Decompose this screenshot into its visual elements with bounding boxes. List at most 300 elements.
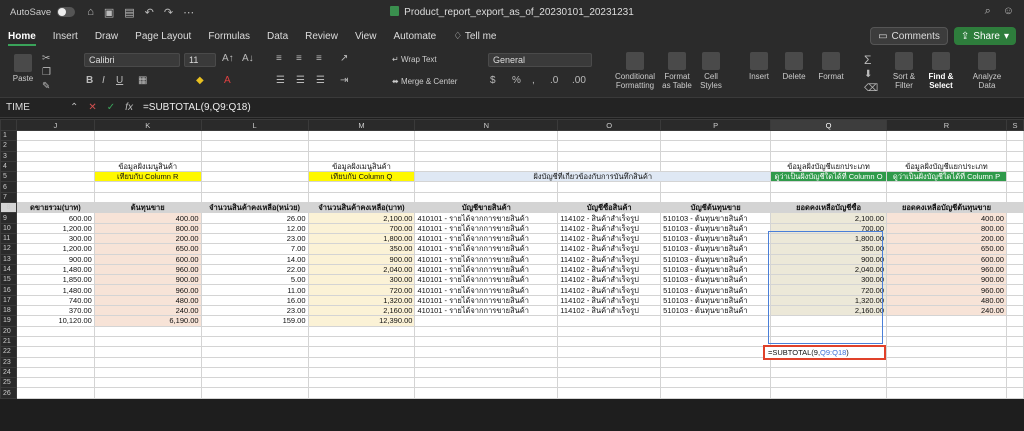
share-button[interactable] [954,27,1016,45]
cell-m6[interactable] [308,182,415,192]
header-o[interactable]: บัญชีซื้อสินค้า [558,203,661,213]
row-header-11[interactable]: 11 [1,233,17,243]
save-as-icon[interactable]: ▤ [124,6,135,19]
cell-n26[interactable] [415,388,558,398]
autosum-icon[interactable]: Σ [864,53,872,67]
cell-q13[interactable]: 900.00 [771,254,887,264]
cell-l6[interactable] [201,182,308,192]
cell-l22[interactable] [201,347,308,357]
cell-r19[interactable] [887,316,1007,326]
cell-k4[interactable]: ข้อมูลฝั่งเมนูสินค้า [94,161,201,171]
undo-icon[interactable]: ↶ [144,6,154,19]
cell-q2[interactable] [771,141,887,151]
align-left-icon[interactable]: ☰ [276,75,285,86]
cell-p9[interactable]: 510103 - ต้นทุนขายสินค้า [661,213,771,223]
cell-q14[interactable]: 2,040.00 [771,264,887,274]
cell-p11[interactable]: 510103 - ต้นทุนขายสินค้า [661,233,771,243]
row-header-12[interactable]: 12 [1,244,17,254]
cell-m2[interactable] [308,141,415,151]
header-n[interactable]: บัญชีขายสินค้า [415,203,558,213]
cell-p23[interactable] [661,357,771,367]
cell-l25[interactable] [201,378,308,388]
cell-k25[interactable] [94,378,201,388]
cell-p20[interactable] [661,326,771,336]
cell-p1[interactable] [661,131,771,141]
cell-l20[interactable] [201,326,308,336]
cell-r7[interactable] [887,192,1007,202]
cell-q24[interactable] [771,367,887,377]
cell-styles-button[interactable] [697,52,725,90]
cell-m24[interactable] [308,367,415,377]
cell-n17[interactable]: 410101 - รายได้จากการขายสินค้า [415,295,558,305]
cell-m1[interactable] [308,131,415,141]
column-header-o[interactable]: O [558,120,661,131]
cell-j21[interactable] [16,336,94,346]
cell-k1[interactable] [94,131,201,141]
paste-button[interactable] [10,54,36,83]
cell-q15[interactable]: 300.00 [771,275,887,285]
row-header-18[interactable]: 18 [1,306,17,316]
cell-j4[interactable] [16,161,94,171]
borders-icon[interactable]: ▦ [138,75,148,86]
header-p[interactable]: บัญชีต้นทุนขาย [661,203,771,213]
cell-o22[interactable] [558,347,661,357]
cell-o24[interactable] [558,367,661,377]
cell-l7[interactable] [201,192,308,202]
header-q[interactable]: ยอดคงเหลือบัญชีซื้อ [771,203,887,213]
spreadsheet-grid[interactable] [0,119,1024,431]
orientation-icon[interactable]: ↗ [340,53,349,64]
cell-o15[interactable]: 114102 - สินค้าสำเร็จรูป [558,275,661,285]
tab-data[interactable]: Data [267,30,289,42]
cell-k24[interactable] [94,367,201,377]
cell-o3[interactable] [558,151,661,161]
cell-s22[interactable] [1006,347,1023,357]
row-header-24[interactable]: 24 [1,367,17,377]
row-header-6[interactable]: 6 [1,182,17,192]
cell-k5[interactable]: เทียบกับ Column R [94,172,201,182]
more-icon[interactable]: ⋯ [183,6,195,19]
cell-j12[interactable]: 1,200.00 [16,244,94,254]
indent-icon[interactable]: ⇥ [340,75,349,86]
cell-s6[interactable] [1006,182,1023,192]
cell-l14[interactable]: 22.00 [201,264,308,274]
cell-r6[interactable] [887,182,1007,192]
cell-q20[interactable] [771,326,887,336]
cell-q3[interactable] [771,151,887,161]
cell-r3[interactable] [887,151,1007,161]
cell-o7[interactable] [558,192,661,202]
cell-l15[interactable]: 5.00 [201,275,308,285]
cell-n11[interactable]: 410101 - รายได้จากการขายสินค้า [415,233,558,243]
tab-review[interactable]: Review [305,30,338,42]
row-header-7[interactable]: 7 [1,192,17,202]
column-header-p[interactable]: P [661,120,771,131]
cell-s8[interactable] [1006,203,1023,213]
cell-r26[interactable] [887,388,1007,398]
cell-m16[interactable]: 720.00 [308,285,415,295]
cell-n21[interactable] [415,336,558,346]
cell-j6[interactable] [16,182,94,192]
row-header-13[interactable]: 13 [1,254,17,264]
cell-j24[interactable] [16,367,94,377]
cell-k20[interactable] [94,326,201,336]
align-right-icon[interactable]: ☰ [316,75,325,86]
header-r[interactable]: ยอดคงเหลือบัญชีต้นทุนขาย [887,203,1007,213]
cell-n7[interactable] [415,192,558,202]
tab-automate[interactable]: Automate [393,30,437,42]
cell-o25[interactable] [558,378,661,388]
cell-s15[interactable] [1006,275,1023,285]
column-header-m[interactable]: M [308,120,415,131]
find-select-button[interactable] [924,52,958,90]
cell-n6[interactable] [415,182,558,192]
cell-q26[interactable] [771,388,887,398]
cell-n16[interactable]: 410101 - รายได้จากการขายสินค้า [415,285,558,295]
cell-m4[interactable]: ข้อมูลฝั่งเมนูสินค้า [308,161,415,171]
row-header-23[interactable]: 23 [1,357,17,367]
cell-p6[interactable] [661,182,771,192]
cell-p4[interactable] [661,161,771,171]
row-header-25[interactable]: 25 [1,378,17,388]
cell-o6[interactable] [558,182,661,192]
cell-r9[interactable]: 400.00 [887,213,1007,223]
cell-l24[interactable] [201,367,308,377]
underline-icon[interactable]: U [116,75,124,86]
format-as-table-button[interactable] [660,52,694,90]
cell-s2[interactable] [1006,141,1023,151]
row-header-15[interactable]: 15 [1,275,17,285]
cell-o18[interactable]: 114102 - สินค้าสำเร็จรูป [558,306,661,316]
cell-o11[interactable]: 114102 - สินค้าสำเร็จรูป [558,233,661,243]
row-header-1[interactable]: 1 [1,131,17,141]
row-header-4[interactable]: 4 [1,161,17,171]
accounting-icon[interactable]: $ [490,75,496,86]
cell-p21[interactable] [661,336,771,346]
cell-n25[interactable] [415,378,558,388]
cell-p7[interactable] [661,192,771,202]
cell-n15[interactable]: 410101 - รายได้จากการขายสินค้า [415,275,558,285]
clear-icon[interactable]: ⌫ [864,83,879,94]
cell-l18[interactable]: 23.00 [201,306,308,316]
cell-o13[interactable]: 114102 - สินค้าสำเร็จรูป [558,254,661,264]
cell-j17[interactable]: 740.00 [16,295,94,305]
cell-k15[interactable]: 900.00 [94,275,201,285]
cell-m9[interactable]: 2,100.00 [308,213,415,223]
cell-m23[interactable] [308,357,415,367]
cell-j25[interactable] [16,378,94,388]
cell-o26[interactable] [558,388,661,398]
cell-n19[interactable] [415,316,558,326]
cell-s4[interactable] [1006,161,1023,171]
font-name-select[interactable]: Calibri [84,53,180,67]
cell-r18[interactable]: 240.00 [887,306,1007,316]
cell-k14[interactable]: 960.00 [94,264,201,274]
increase-decimal-icon[interactable]: .0 [550,75,559,86]
cell-n4[interactable] [415,161,558,171]
cell-l26[interactable] [201,388,308,398]
comma-icon[interactable]: , [532,75,535,86]
row-header-19[interactable]: 19 [1,316,17,326]
cell-s9[interactable] [1006,213,1023,223]
cell-j10[interactable]: 1,200.00 [16,223,94,233]
cell-j18[interactable]: 370.00 [16,306,94,316]
increase-font-icon[interactable]: A↑ [222,53,234,64]
cell-r23[interactable] [887,357,1007,367]
cell-p22[interactable] [661,347,771,357]
cell-m10[interactable]: 700.00 [308,223,415,233]
cell-k26[interactable] [94,388,201,398]
cell-m13[interactable]: 900.00 [308,254,415,264]
cell-p10[interactable]: 510103 - ต้นทุนขายสินค้า [661,223,771,233]
cell-n3[interactable] [415,151,558,161]
cell-o17[interactable]: 114102 - สินค้าสำเร็จรูป [558,295,661,305]
cell-q16[interactable]: 720.00 [771,285,887,295]
font-color-icon[interactable]: A [224,75,231,86]
tab-home[interactable]: Home [8,27,36,46]
cell-s7[interactable] [1006,192,1023,202]
search-icon[interactable]: ⌕ [984,5,991,17]
cell-s25[interactable] [1006,378,1023,388]
insert-function-icon[interactable]: fx [125,102,133,113]
italic-icon[interactable]: I [102,75,105,86]
cell-o21[interactable] [558,336,661,346]
cell-j7[interactable] [16,192,94,202]
cell-l10[interactable]: 12.00 [201,223,308,233]
cell-m7[interactable] [308,192,415,202]
cell-n23[interactable] [415,357,558,367]
header-m[interactable]: จำนวนสินค้าคงเหลือ(บาท) [308,203,415,213]
cell-k2[interactable] [94,141,201,151]
enter-icon[interactable]: ✓ [106,102,116,113]
cell-p17[interactable]: 510103 - ต้นทุนขายสินค้า [661,295,771,305]
cell-p18[interactable]: 510103 - ต้นทุนขายสินค้า [661,306,771,316]
cell-r4[interactable]: ข้อมูลฝั่งบัญชีแยกประเภท [887,161,1007,171]
cell-m3[interactable] [308,151,415,161]
align-middle-icon[interactable]: ≡ [296,53,302,64]
cell-s23[interactable] [1006,357,1023,367]
name-box[interactable]: TIME [6,102,30,113]
format-painter-icon[interactable]: ✎ [42,81,51,92]
header-k[interactable]: ต้นทุนขาย [94,203,201,213]
cell-s19[interactable] [1006,316,1023,326]
cell-r14[interactable]: 960.00 [887,264,1007,274]
cell-s1[interactable] [1006,131,1023,141]
cell-r21[interactable] [887,336,1007,346]
cell-p25[interactable] [661,378,771,388]
copy-icon[interactable]: ❐ [42,67,51,78]
cell-s16[interactable] [1006,285,1023,295]
cell-l21[interactable] [201,336,308,346]
cell-s24[interactable] [1006,367,1023,377]
cell-p26[interactable] [661,388,771,398]
tab-draw[interactable]: Draw [94,30,119,42]
cell-l12[interactable]: 7.00 [201,244,308,254]
percent-icon[interactable]: % [512,75,521,86]
cell-o20[interactable] [558,326,661,336]
cell-s17[interactable] [1006,295,1023,305]
cell-r24[interactable] [887,367,1007,377]
cell-l16[interactable]: 11.00 [201,285,308,295]
cell-o1[interactable] [558,131,661,141]
column-header-n[interactable]: N [415,120,558,131]
column-header-r[interactable]: R [887,120,1007,131]
cell-o19[interactable] [558,316,661,326]
cell-q5[interactable]: ดูว่าเป็นฝั่งบัญชีใดได้ที่ Column O [771,172,887,182]
cell-k11[interactable]: 200.00 [94,233,201,243]
delete-button[interactable] [780,52,808,81]
cell-j15[interactable]: 1,850.00 [16,275,94,285]
cell-m20[interactable] [308,326,415,336]
align-top-icon[interactable]: ≡ [276,53,282,64]
cell-r15[interactable]: 900.00 [887,275,1007,285]
decrease-decimal-icon[interactable]: .00 [572,75,586,86]
cell-l11[interactable]: 23.00 [201,233,308,243]
cell-n20[interactable] [415,326,558,336]
tab-page-layout[interactable]: Page Layout [135,30,192,42]
cell-p13[interactable]: 510103 - ต้นทุนขายสินค้า [661,254,771,264]
cell-p15[interactable]: 510103 - ต้นทุนขายสินค้า [661,275,771,285]
tab-tell-me[interactable] [453,27,496,46]
align-center-icon[interactable]: ☰ [296,75,305,86]
cell-l4[interactable] [201,161,308,171]
cell-m17[interactable]: 1,320.00 [308,295,415,305]
cell-m14[interactable]: 2,040.00 [308,264,415,274]
analyze-data-button[interactable] [970,52,1004,90]
select-all-corner[interactable] [1,120,17,131]
cell-k6[interactable] [94,182,201,192]
cell-s13[interactable] [1006,254,1023,264]
cell-n9[interactable]: 410101 - รายได้จากการขายสินค้า [415,213,558,223]
cell-j14[interactable]: 1,480.00 [16,264,94,274]
cell-j22[interactable] [16,347,94,357]
cell-p14[interactable]: 510103 - ต้นทุนขายสินค้า [661,264,771,274]
cell-l17[interactable]: 16.00 [201,295,308,305]
row-header-2[interactable]: 2 [1,141,17,151]
cell-m25[interactable] [308,378,415,388]
cell-l9[interactable]: 26.00 [201,213,308,223]
number-format-select[interactable]: General [488,53,592,67]
wrap-text-button[interactable] [392,55,437,64]
cell-r5[interactable]: ดูว่าเป็นฝั่งบัญชีใดได้ที่ Column P [887,172,1007,182]
cell-o10[interactable]: 114102 - สินค้าสำเร็จรูป [558,223,661,233]
cell-n12[interactable]: 410101 - รายได้จากการขายสินค้า [415,244,558,254]
cell-r17[interactable]: 480.00 [887,295,1007,305]
cell-s3[interactable] [1006,151,1023,161]
cell-k18[interactable]: 240.00 [94,306,201,316]
cell-r20[interactable] [887,326,1007,336]
total-k[interactable]: 6,190.00 [94,316,201,326]
column-header-q[interactable]: Q [771,120,887,131]
cell-n13[interactable]: 410101 - รายได้จากการขายสินค้า [415,254,558,264]
cell-m11[interactable]: 1,800.00 [308,233,415,243]
row-header-22[interactable]: 22 [1,347,17,357]
cell-q6[interactable] [771,182,887,192]
cell-l5[interactable] [201,172,308,182]
cell-n22[interactable] [415,347,558,357]
cell-k21[interactable] [94,336,201,346]
cell-l2[interactable] [201,141,308,151]
cell-q4[interactable]: ข้อมูลฝั่งบัญชีแยกประเภท [771,161,887,171]
cell-q17[interactable]: 1,320.00 [771,295,887,305]
cell-k22[interactable] [94,347,201,357]
cell-s14[interactable] [1006,264,1023,274]
cell-k13[interactable]: 600.00 [94,254,201,264]
cell-m26[interactable] [308,388,415,398]
fill-color-icon[interactable]: ◆ [196,75,204,86]
cell-m5[interactable]: เทียบกับ Column Q [308,172,415,182]
cell-p19[interactable] [661,316,771,326]
conditional-formatting-button[interactable] [612,52,658,90]
cell-n18[interactable]: 410101 - รายได้จากการขายสินค้า [415,306,558,316]
editing-cell-q19[interactable] [763,345,886,360]
cell-s21[interactable] [1006,336,1023,346]
cell-r12[interactable]: 650.00 [887,244,1007,254]
column-header-k[interactable]: K [94,120,201,131]
cell-o9[interactable]: 114102 - สินค้าสำเร็จรูป [558,213,661,223]
cell-r11[interactable]: 200.00 [887,233,1007,243]
cell-r16[interactable]: 960.00 [887,285,1007,295]
merge-center-button[interactable] [392,77,457,86]
total-j[interactable]: 10,120.00 [16,316,94,326]
cell-s20[interactable] [1006,326,1023,336]
cell-q1[interactable] [771,131,887,141]
comments-button[interactable] [870,27,948,45]
tab-formulas[interactable]: Formulas [208,30,251,42]
cell-l13[interactable]: 14.00 [201,254,308,264]
row-header-3[interactable]: 3 [1,151,17,161]
cell-l1[interactable] [201,131,308,141]
cell-j9[interactable]: 600.00 [16,213,94,223]
cell-s10[interactable] [1006,223,1023,233]
row-header-9[interactable]: 9 [1,213,17,223]
cell-q7[interactable] [771,192,887,202]
cell-j23[interactable] [16,357,94,367]
row-header-8[interactable]: 8 [1,203,17,213]
cell-q25[interactable] [771,378,887,388]
cell-p3[interactable] [661,151,771,161]
cell-q9[interactable]: 2,100.00 [771,213,887,223]
autosave-toggle[interactable] [57,7,75,17]
cell-s5[interactable] [1006,172,1023,182]
cell-p12[interactable]: 510103 - ต้นทุนขายสินค้า [661,244,771,254]
formula-input[interactable]: =SUBTOTAL(9,Q9:Q18) [142,102,251,113]
cut-icon[interactable]: ✂ [42,53,51,64]
column-header-j[interactable]: J [16,120,94,131]
cancel-icon[interactable]: ✕ [88,102,97,113]
cell-j3[interactable] [16,151,94,161]
cell-k9[interactable]: 400.00 [94,213,201,223]
cell-m22[interactable] [308,347,415,357]
cell-j1[interactable] [16,131,94,141]
cell-s18[interactable] [1006,306,1023,316]
row-header-26[interactable]: 26 [1,388,17,398]
row-header-14[interactable]: 14 [1,264,17,274]
row-header-21[interactable]: 21 [1,336,17,346]
cell-k10[interactable]: 800.00 [94,223,201,233]
cell-k12[interactable]: 650.00 [94,244,201,254]
name-box-dropdown-icon[interactable]: ⌃ [70,102,79,113]
row-header-10[interactable]: 10 [1,223,17,233]
cell-r22[interactable] [887,347,1007,357]
cell-m18[interactable]: 2,160.00 [308,306,415,316]
cell-p24[interactable] [661,367,771,377]
cell-o12[interactable]: 114102 - สินค้าสำเร็จรูป [558,244,661,254]
cell-r1[interactable] [887,131,1007,141]
cell-p16[interactable]: 510103 - ต้นทุนขายสินค้า [661,285,771,295]
column-header-s[interactable]: S [1006,120,1023,131]
cell-m21[interactable] [308,336,415,346]
